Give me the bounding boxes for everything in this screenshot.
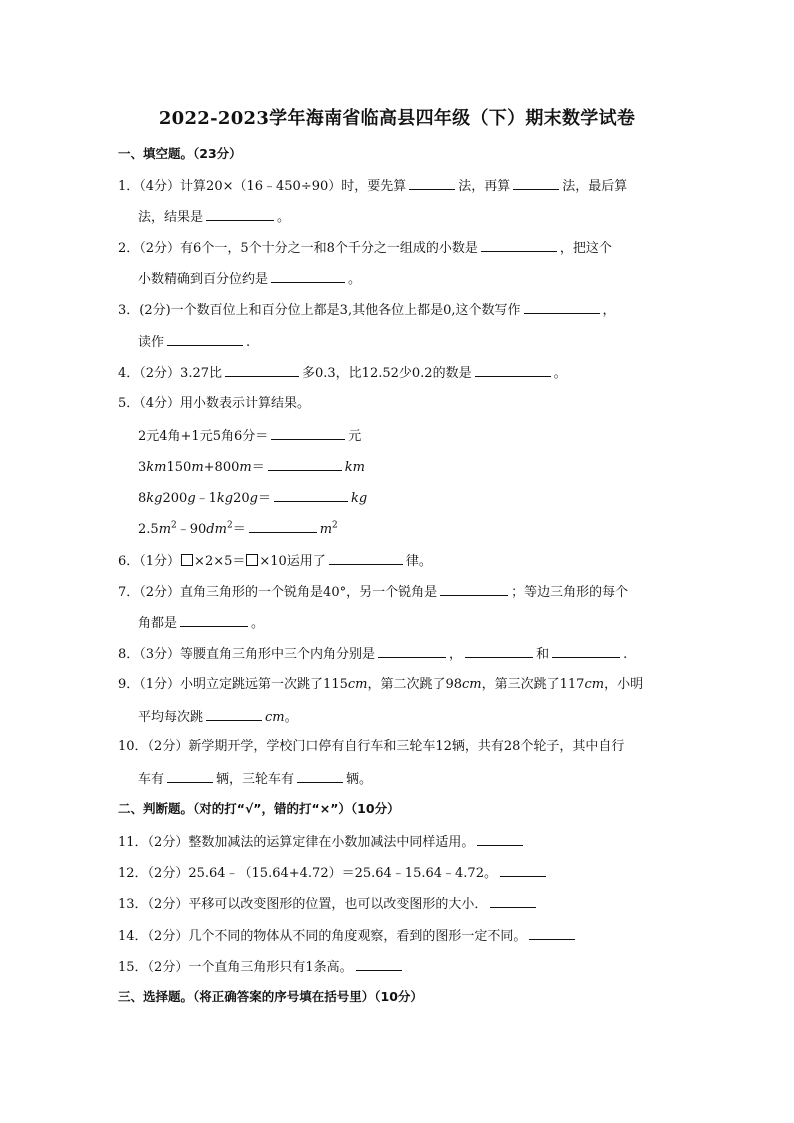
question-2-cont: 小数精确到百分位约是 。 [138, 268, 708, 288]
answer-blank[interactable] [490, 893, 536, 908]
answer-blank[interactable] [378, 643, 446, 658]
question-7-cont: 角都是 。 [138, 612, 708, 632]
answer-blank[interactable] [271, 425, 345, 440]
question-2: 2．（2分）有6个一，5个十分之一和8个千分之一组成的小数是 ，把这个 [118, 237, 688, 257]
answer-blank[interactable] [475, 362, 551, 377]
answer-blank[interactable] [552, 643, 620, 658]
question-11: 11．（2分）整数加减法的运算定律在小数加减法中同样适用。 [118, 831, 688, 851]
answer-blank[interactable] [529, 925, 575, 940]
answer-blank[interactable] [477, 831, 523, 846]
question-12: 12．（2分）25.64﹣（15.64+4.72）＝25.64﹣15.64﹣4.72。 [118, 862, 688, 882]
answer-blank[interactable] [329, 550, 403, 565]
question-8: 8．（3分）等腰直角三角形中三个内角分别是 ， 和 . [118, 643, 688, 663]
answer-blank[interactable] [225, 362, 299, 377]
answer-blank[interactable] [167, 768, 213, 783]
question-10: 10．（2分）新学期开学，学校门口停有自行车和三轮车12辆，共有28个轮子，其中自行 [118, 739, 625, 754]
answer-blank[interactable] [481, 237, 557, 252]
answer-blank[interactable] [409, 175, 455, 190]
answer-blank[interactable] [206, 706, 262, 721]
question-5-line-4: $2.5m^2﹣90dm^2= m^2$ [138, 518, 708, 538]
answer-blank[interactable] [271, 268, 345, 283]
section-multiple-choice: 三、选择题。（将正确答案的序号填在括号里）（10分） [118, 989, 423, 1004]
question-6: 6．（1分） ×2×5＝ ×10运用了 律。 [118, 550, 688, 570]
question-1-cont: 法，结果是 。 [138, 206, 708, 226]
answer-blank[interactable] [500, 862, 546, 877]
question-9-cont: 平均每次跳 cm。 [138, 706, 708, 726]
question-15: 15．（2分）一个直角三角形只有1条高。 [118, 956, 688, 976]
answer-blank[interactable] [356, 956, 402, 971]
question-7: 7．（2分）直角三角形的一个锐角是40°，另一个锐角是 ；等边三角形的每个 [118, 581, 688, 601]
answer-blank[interactable] [440, 581, 508, 596]
section-fill-in: 一、填空题。（23分） [118, 146, 242, 161]
answer-blank[interactable] [206, 206, 274, 221]
question-13: 13．（2分）平移可以改变图形的位置，也可以改变图形的大小． [118, 893, 688, 913]
question-9: 9．（1分）小明立定跳远第一次跳了115cm，第二次跳了98cm，第三次跳了117cm，小明 [118, 677, 644, 692]
question-4: 4．（2分）3.27比 多0.3，比12.52少0.2的数是 。 [118, 362, 688, 382]
answer-blank[interactable] [465, 643, 533, 658]
answer-blank[interactable] [268, 456, 342, 471]
answer-blank[interactable] [249, 518, 317, 533]
section-true-false: 二、判断题。（对的打“√”，错的打“×”）（10分） [118, 801, 400, 816]
question-5-line-2: 3km150m+800m＝ km [138, 456, 708, 476]
answer-blank[interactable] [167, 331, 243, 346]
question-3: 3．(2分)一个数百位上和百分位上都是3,其他各位上都是0,这个数写作 ， [118, 299, 688, 319]
question-3-cont: 读作 . [138, 331, 708, 351]
box-placeholder-icon [181, 554, 193, 566]
page-title: 2022-2023学年海南省临高县四年级（下）期末数学试卷 [158, 108, 636, 129]
box-placeholder-icon [246, 554, 258, 566]
answer-blank[interactable] [513, 175, 559, 190]
answer-blank[interactable] [180, 612, 248, 627]
question-5: 5．（4分）用小数表示计算结果。 [118, 396, 311, 411]
answer-blank[interactable] [524, 299, 600, 314]
question-10-cont: 车有 辆，三轮车有 辆。 [138, 768, 708, 788]
question-5-line-1: 2元4角+1元5角6分＝ 元 [138, 425, 708, 445]
question-14: 14．（2分）几个不同的物体从不同的角度观察，看到的图形一定不同。 [118, 925, 688, 945]
question-1: 1．（4分）计算20×（16﹣450÷90）时，要先算 法，再算 法，最后算 [118, 175, 688, 195]
answer-blank[interactable] [297, 768, 343, 783]
question-5-line-3: 8kg200g﹣1kg20g＝ kg [138, 487, 708, 507]
answer-blank[interactable] [274, 487, 348, 502]
